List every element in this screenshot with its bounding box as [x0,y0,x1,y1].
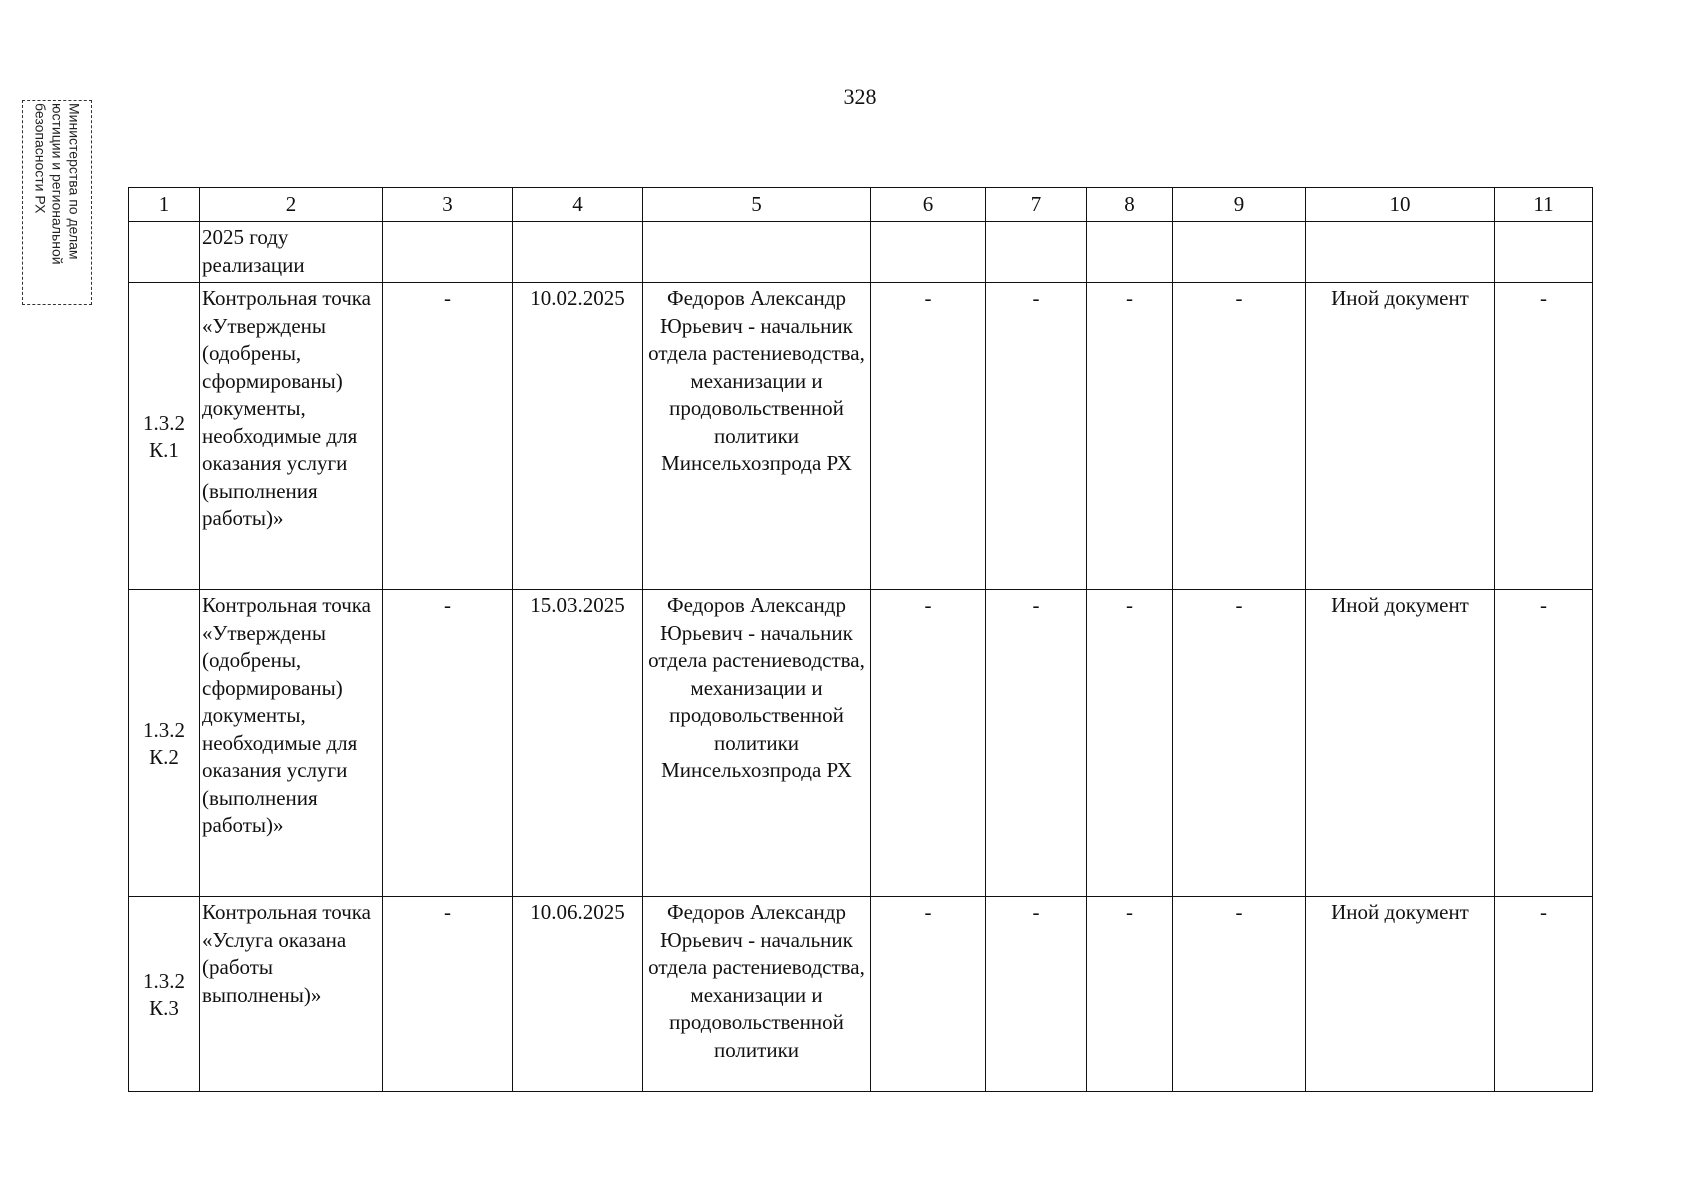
table-row [129,283,1593,590]
table-cell: - [1495,283,1593,590]
table-cell [1306,222,1495,283]
table-cell: - [1495,897,1593,1092]
header-cell: 2 [200,188,383,222]
page-number: 328 [843,84,877,109]
table-cell: - [1087,897,1173,1092]
table-cell: - [871,590,986,897]
table-cell [129,222,200,283]
table-cell [383,222,513,283]
table-cell: - [1087,590,1173,897]
control-point-name: Контрольная точка «Утверждены (одобрены, сформированы) документы, необходимые для оказания услуги (выполнения работы)» [200,590,383,897]
document-type-cell: Иной документ [1306,590,1495,897]
table-cell: - [1173,283,1306,590]
header-cell: 6 [871,188,986,222]
table-cell: - [871,283,986,590]
registration-stamp [22,100,92,305]
table-cell: - [986,590,1087,897]
table-cell: - [1173,590,1306,897]
control-point-name: Контрольная точка «Услуга оказана (работы выполнены)» [200,897,383,1092]
table-cell: - [871,897,986,1092]
table-cell: - [383,590,513,897]
stamp-line: безопасности РХ [32,102,49,213]
table-cell: - [986,897,1087,1092]
date-cell: 15.03.2025 [513,590,643,897]
table-cell [1087,222,1173,283]
table-cell [871,222,986,283]
date-cell: 10.02.2025 [513,283,643,590]
responsible-cell: Федоров Александр Юрьевич - начальник отдела растениеводства, механизации и продовольственной политики [643,897,871,1092]
table-cell: - [986,283,1087,590]
header-cell: 9 [1173,188,1306,222]
stamp-line: Министерства по делам [66,102,83,260]
table-cell [1173,222,1306,283]
table-cell [643,222,871,283]
header-cell: 7 [986,188,1087,222]
row-number: 1.3.2 К.1 [129,283,200,590]
table-cell: - [1087,283,1173,590]
stamp-line: юстиции и региональной [49,102,66,265]
stamp-text [32,103,83,303]
header-row [129,188,1593,222]
table-cell: - [1173,897,1306,1092]
table-cell [1495,222,1593,283]
row-number: 1.3.2 К.2 [129,590,200,897]
responsible-cell: Федоров Александр Юрьевич - начальник отдела растениеводства, механизации и продовольственной политики Минсельхозпрода РХ [643,590,871,897]
table-cell: - [1495,590,1593,897]
table-cell [986,222,1087,283]
control-point-name: Контрольная точка «Утверждены (одобрены, сформированы) документы, необходимые для оказания услуги (выполнения работы)» [200,283,383,590]
responsible-cell: Федоров Александр Юрьевич - начальник отдела растениеводства, механизации и продовольственной политики Минсельхозпрода РХ [643,283,871,590]
row-number: 1.3.2 К.3 [129,897,200,1092]
table-row [129,590,1593,897]
continuation-row [129,222,1593,283]
header-cell: 3 [383,188,513,222]
table-cell: - [383,283,513,590]
date-cell: 10.06.2025 [513,897,643,1092]
header-cell: 10 [1306,188,1495,222]
header-cell: 5 [643,188,871,222]
table-cell: - [383,897,513,1092]
table-row [129,897,1593,1092]
control-points-table [128,187,1593,1092]
header-cell: 4 [513,188,643,222]
table-cell: 2025 году реализации [200,222,383,283]
document-type-cell: Иной документ [1306,283,1495,590]
table-cell [513,222,643,283]
header-cell: 8 [1087,188,1173,222]
document-type-cell: Иной документ [1306,897,1495,1092]
header-cell: 11 [1495,188,1593,222]
header-cell: 1 [129,188,200,222]
